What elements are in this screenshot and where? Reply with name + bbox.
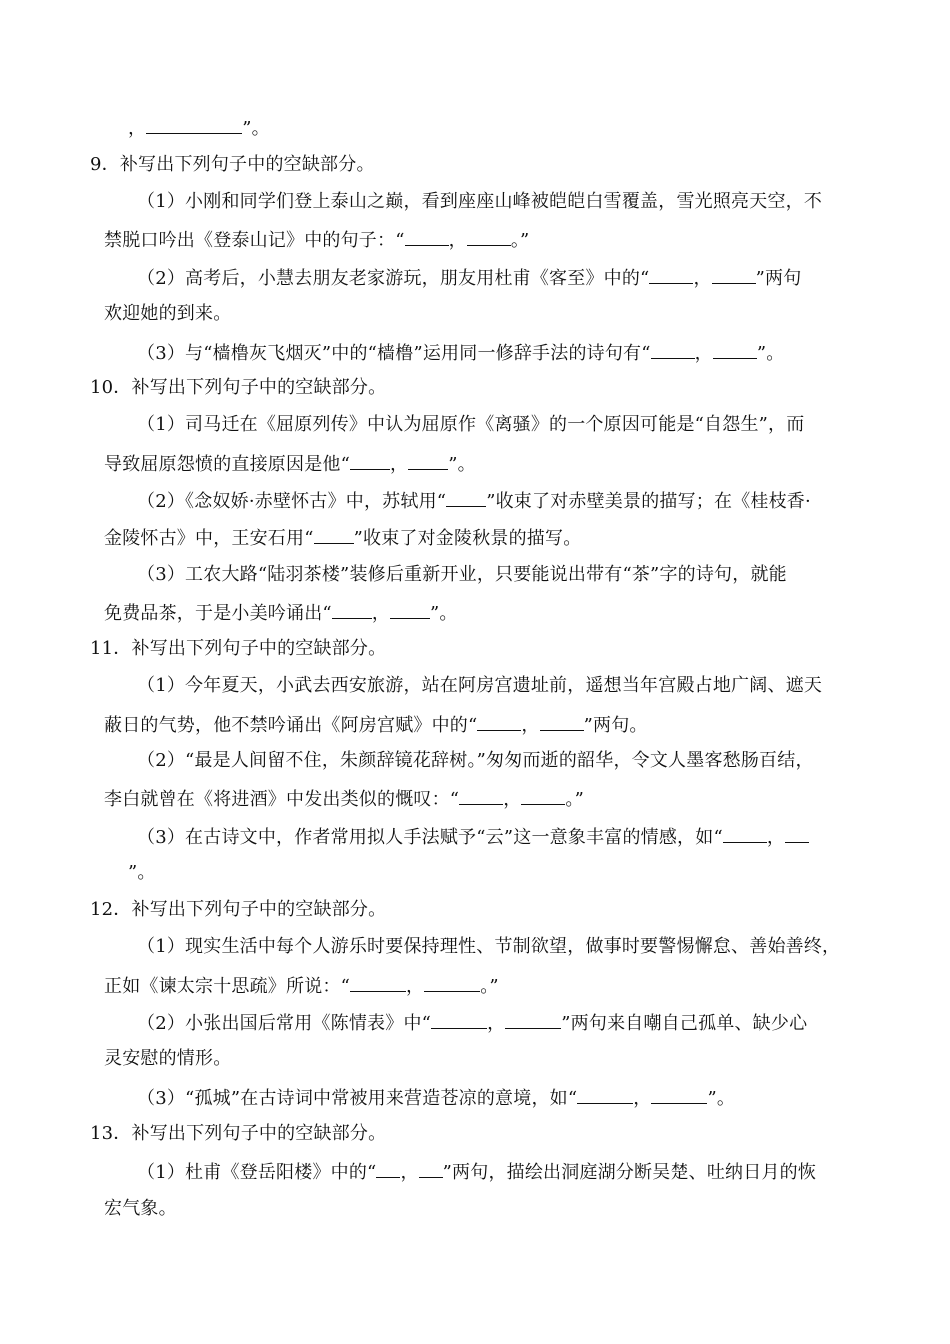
text: （3）“孤城”在古诗词中常被用来营造苍凉的意境，如“: [137, 1088, 578, 1109]
text: ”。: [448, 454, 476, 475]
q10-item-2-line-2: [104, 525, 581, 551]
answer-blank[interactable]: [477, 712, 521, 731]
text: ，: [448, 230, 467, 251]
q11-item-2-line-2: [104, 786, 584, 812]
text: ，: [128, 118, 147, 139]
q11-item-2-line-1: （2）“最是人间留不住，朱颜辞镜花辞树。”匆匆而逝的韶华，令文人墨客愁肠百结，: [137, 750, 814, 771]
text: ，: [371, 603, 391, 624]
q10-item-3-line-2: [104, 600, 458, 626]
answer-blank[interactable]: [505, 1010, 561, 1029]
text: （2）高考后，小慧去朋友老家游玩，朋友用杜甫《客至》中的“: [137, 268, 650, 289]
text: （1）杜甫《登岳阳楼》中的“: [137, 1162, 377, 1183]
answer-blank[interactable]: [350, 451, 390, 470]
text: 金陵怀古》中，王安石用“: [104, 528, 314, 549]
q9-item-1-line-1: （1）小刚和同学们登上泰山之巅，看到座座山峰被皑皑白雪覆盖，雪光照亮天空，不: [137, 191, 823, 212]
answer-blank[interactable]: [405, 227, 449, 246]
answer-blank[interactable]: [521, 786, 565, 805]
answer-blank[interactable]: [408, 451, 448, 470]
answer-blank[interactable]: [540, 712, 584, 731]
q11-item-3-line-2: ”。: [128, 862, 156, 883]
answer-blank[interactable]: [712, 265, 756, 284]
text: 李白就曾在《将进酒》中发出类似的慨叹：“: [104, 789, 460, 810]
text: ，: [400, 1162, 419, 1183]
answer-blank[interactable]: [419, 1159, 443, 1178]
text: ，: [503, 789, 522, 810]
text: ，: [406, 976, 425, 997]
text: ，: [694, 343, 713, 364]
text: 。”: [565, 789, 585, 810]
q13-item-1-line-2: 宏气象。: [104, 1198, 177, 1219]
q12-item-2-line-1: [137, 1010, 807, 1036]
q11-item-1-line-1: （1）今年夏天，小武去西安旅游，站在阿房宫遗址前，遥想当年宫殿占地广阔、遮天: [137, 675, 823, 696]
text: 。”: [480, 976, 499, 997]
answer-blank[interactable]: [723, 824, 767, 843]
q10-item-3-line-1: （3）工农大路“陆羽茶楼”装修后重新开业，只要能说出带有“茶”字的诗句，就能: [137, 564, 787, 585]
text: ”两句: [755, 268, 802, 289]
text: 免费品茶，于是小美吟诵出“: [104, 603, 332, 624]
text: （2）小张出国后常用《陈情表》中“: [137, 1013, 432, 1034]
q9-item-2-line-2: 欢迎她的到来。: [104, 303, 232, 324]
text: ，: [693, 268, 712, 289]
q13-item-1-line-1: [137, 1159, 816, 1185]
text: ”两句。: [583, 715, 648, 736]
q11-item-1-line-2: [104, 712, 648, 738]
text: ，: [633, 1088, 652, 1109]
answer-blank[interactable]: [390, 600, 430, 619]
q12-item-1-line-1: （1）现实生活中每个人游乐时要保持理性、节制欲望，做事时要警惕懈怠、善始善终，: [137, 936, 841, 957]
answer-blank[interactable]: [651, 1085, 707, 1104]
text: ”。: [242, 118, 270, 139]
q9-item-3: [137, 340, 784, 366]
q11-item-3-line-1: [137, 824, 809, 850]
q10-item-2-line-1: [137, 488, 811, 514]
q9-item-1-line-2: [104, 227, 529, 253]
answer-blank[interactable]: [146, 115, 242, 134]
answer-blank[interactable]: [314, 525, 354, 544]
answer-blank[interactable]: [424, 973, 480, 992]
answer-blank[interactable]: [785, 824, 809, 843]
text: ”两句，描绘出洞庭湖分断吴楚、吐纳日月的恢: [442, 1162, 817, 1183]
answer-blank[interactable]: [577, 1085, 633, 1104]
text: ”收束了对赤壁美景的描写；在《桂枝香·: [486, 491, 811, 512]
text: ”。: [707, 1088, 736, 1109]
answer-blank[interactable]: [431, 1010, 487, 1029]
text: （2）《念奴娇·赤壁怀古》中，苏轼用“: [137, 491, 447, 512]
text: ”两句来自嘲自己孤单、缺少心: [561, 1013, 808, 1034]
q10-item-1-line-2: [104, 451, 476, 477]
text: ”。: [756, 343, 785, 364]
text: 导致屈原怨愤的直接原因是他“: [104, 454, 351, 475]
text: ，: [521, 715, 540, 736]
answer-blank[interactable]: [467, 227, 511, 246]
text: （3）在古诗文中，作者常用拟人手法赋予“云”这一意象丰富的情感，如“: [137, 827, 723, 848]
question-9-heading: 9．补写出下列句子中的空缺部分。: [90, 154, 375, 175]
answer-blank[interactable]: [350, 973, 406, 992]
q12-item-3: [137, 1085, 735, 1111]
answer-blank[interactable]: [649, 265, 693, 284]
question-10-heading: 10．补写出下列句子中的空缺部分。: [90, 377, 387, 398]
answer-blank[interactable]: [713, 340, 757, 359]
text: ”。: [430, 603, 458, 624]
question-11-heading: 11．补写出下列句子中的空缺部分。: [90, 638, 387, 659]
text: 。”: [510, 230, 530, 251]
answer-blank[interactable]: [446, 488, 486, 507]
answer-blank[interactable]: [651, 340, 695, 359]
question-12-heading: 12．补写出下列句子中的空缺部分。: [90, 899, 387, 920]
answer-blank[interactable]: [332, 600, 372, 619]
q10-item-1-line-1: （1）司马迁在《屈原列传》中认为屈原作《离骚》的一个原因可能是“自怨生”，而: [137, 414, 805, 435]
carryover-line: [128, 115, 270, 141]
q9-item-2-line-1: [137, 265, 801, 291]
q12-item-2-line-2: 灵安慰的情形。: [104, 1048, 232, 1069]
text: ”收束了对金陵秋景的描写。: [353, 528, 582, 549]
question-13-heading: 13．补写出下列句子中的空缺部分。: [90, 1123, 387, 1144]
text: 禁脱口吟出《登泰山记》中的句子：“: [104, 230, 405, 251]
text: ，: [487, 1013, 506, 1034]
text: 正如《谏太宗十思疏》所说：“: [104, 976, 351, 997]
answer-blank[interactable]: [459, 786, 503, 805]
text: ，: [390, 454, 409, 475]
answer-blank[interactable]: [376, 1159, 400, 1178]
text: 蔽日的气势，他不禁吟诵出《阿房宫赋》中的“: [104, 715, 478, 736]
text: ，: [766, 827, 786, 848]
text: （3）与“樯橹灰飞烟灭”中的“樯橹”运用同一修辞手法的诗句有“: [137, 343, 651, 364]
q12-item-1-line-2: [104, 973, 499, 999]
